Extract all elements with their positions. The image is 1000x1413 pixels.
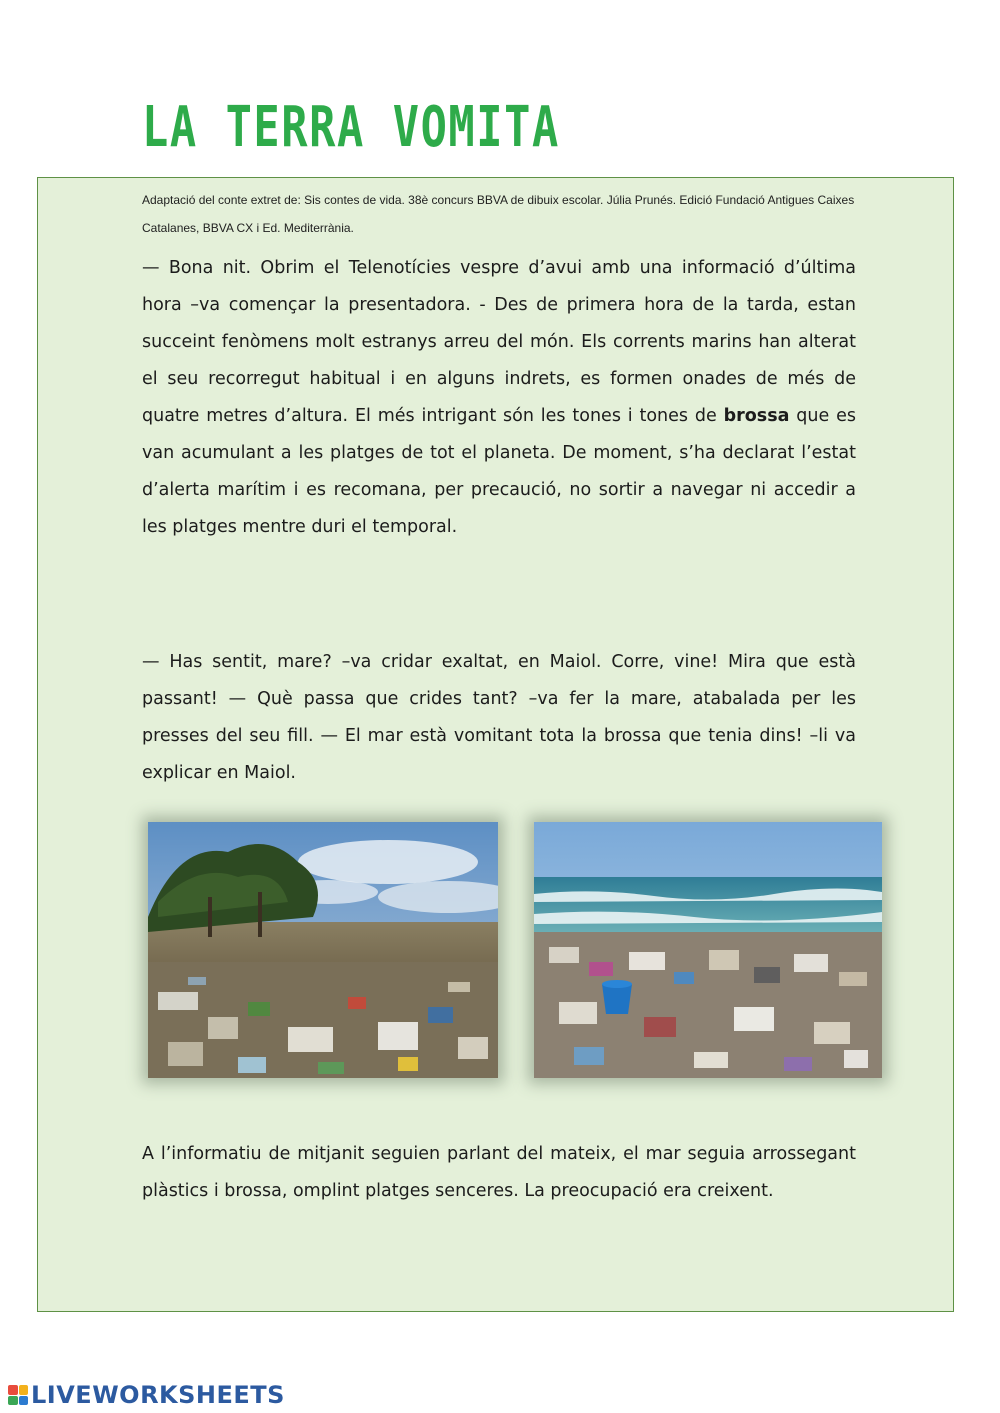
keyword-brossa: brossa	[723, 406, 790, 426]
story-paragraph-2: — Has sentit, mare? –va cridar exaltat, en Maiol. Corre, vine! Mira que està passant! — Què passa que crides tant? –va fer la mare, atabalada per les presses del seu fill. — El mar està vomitant tota la brossa que tenia dins! –li va explicar en Maiol.	[142, 652, 856, 783]
story-paragraph-1	[142, 250, 856, 546]
brand-name: LIVEWORKSHEETS	[31, 1381, 285, 1409]
page-title: LA TERRA VOMITA	[142, 95, 560, 160]
liveworksheets-logo-icon	[8, 1385, 28, 1405]
story-paragraph-3: A l’informatiu de mitjanit seguien parlant del mateix, el mar seguia arrossegant plàstics i brossa, omplint platges senceres. La preocupació era creixent.	[142, 1144, 856, 1201]
beach-litter-photo-waves	[534, 822, 882, 1078]
paragraph-1-end: que es van acumulant a les platges de tot el planeta. De moment, s’ha declarat l’estat d’alerta marítim i es recomana, per precaució, no sortir a navegar ni accedir a les platges mentre duri el temporal.	[142, 406, 857, 537]
liveworksheets-footer[interactable]	[8, 1380, 285, 1410]
beach-litter-photo-trees	[148, 822, 498, 1078]
paragraph-1-start: — Bona nit. Obrim el Telenotícies vespre d’avui amb una informació d’última hora –va començar la presentadora. - Des de primera hora de la tarda, estan succeint fenòmens molt estranys arreu del món. Els corrents marins han alterat el seu recorregut habitual i en alguns indrets, es formen onades de més de quatre metres d’altura. El més intrigant són les tones i tones de	[142, 258, 856, 426]
source-note: Adaptació del conte extret de: Sis contes de vida. 38è concurs BBVA de dibuix escolar. Júlia Prunés. Edició Fundació Antigues Caixes Catalanes, BBVA CX i Ed. Mediterrània.	[142, 193, 855, 235]
